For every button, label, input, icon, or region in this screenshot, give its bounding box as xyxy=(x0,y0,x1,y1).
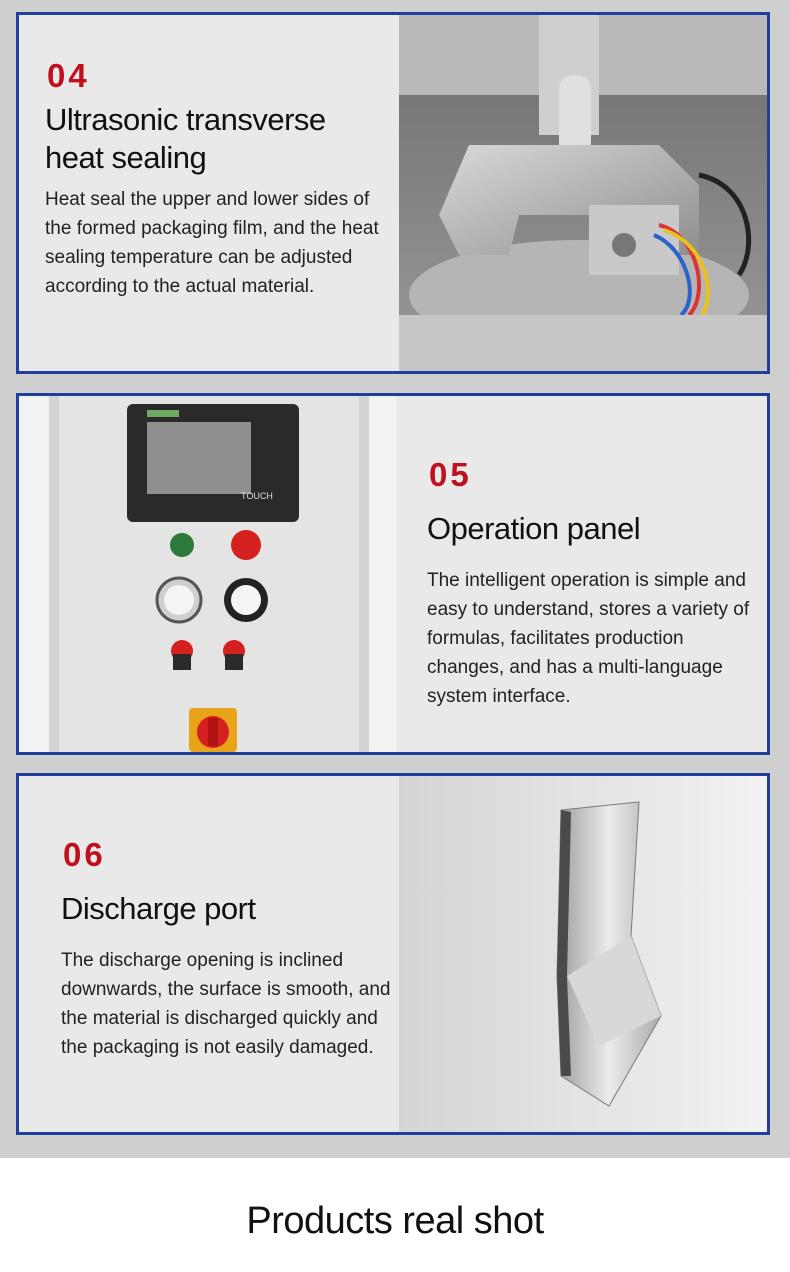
feature-title: Discharge port xyxy=(61,891,256,926)
products-real-shot-heading: Products real shot xyxy=(246,1200,544,1242)
feature-card-operation-panel xyxy=(16,393,770,755)
heat-sealing-photo xyxy=(399,15,767,371)
feature-title: Ultrasonic transverse heat sealing xyxy=(45,102,326,175)
feature-number: 05 xyxy=(429,456,472,493)
feature-title: Operation panel xyxy=(427,511,641,546)
feature-card-discharge-port xyxy=(16,773,770,1135)
feature-description: Heat seal the upper and lower sides of the formed packaging film, and the heat sealing temperature can be adjusted according to the actual material. xyxy=(45,189,379,297)
feature-card-heat-sealing xyxy=(16,12,770,374)
touch-screen-label: TOUCH xyxy=(241,491,273,501)
feature-number: 04 xyxy=(47,57,90,94)
discharge-port-photo xyxy=(399,776,767,1132)
feature-number: 06 xyxy=(63,836,106,873)
feature-description: The discharge opening is inclined downwards, the surface is smooth, and the material is discharged quickly and the packaging is not easily damaged. xyxy=(61,950,391,1058)
operation-panel-photo xyxy=(19,396,397,752)
feature-description: The intelligent operation is simple and easy to understand, stores a variety of formulas, facilitates production changes, and has a multi-language system interface. xyxy=(427,570,750,707)
